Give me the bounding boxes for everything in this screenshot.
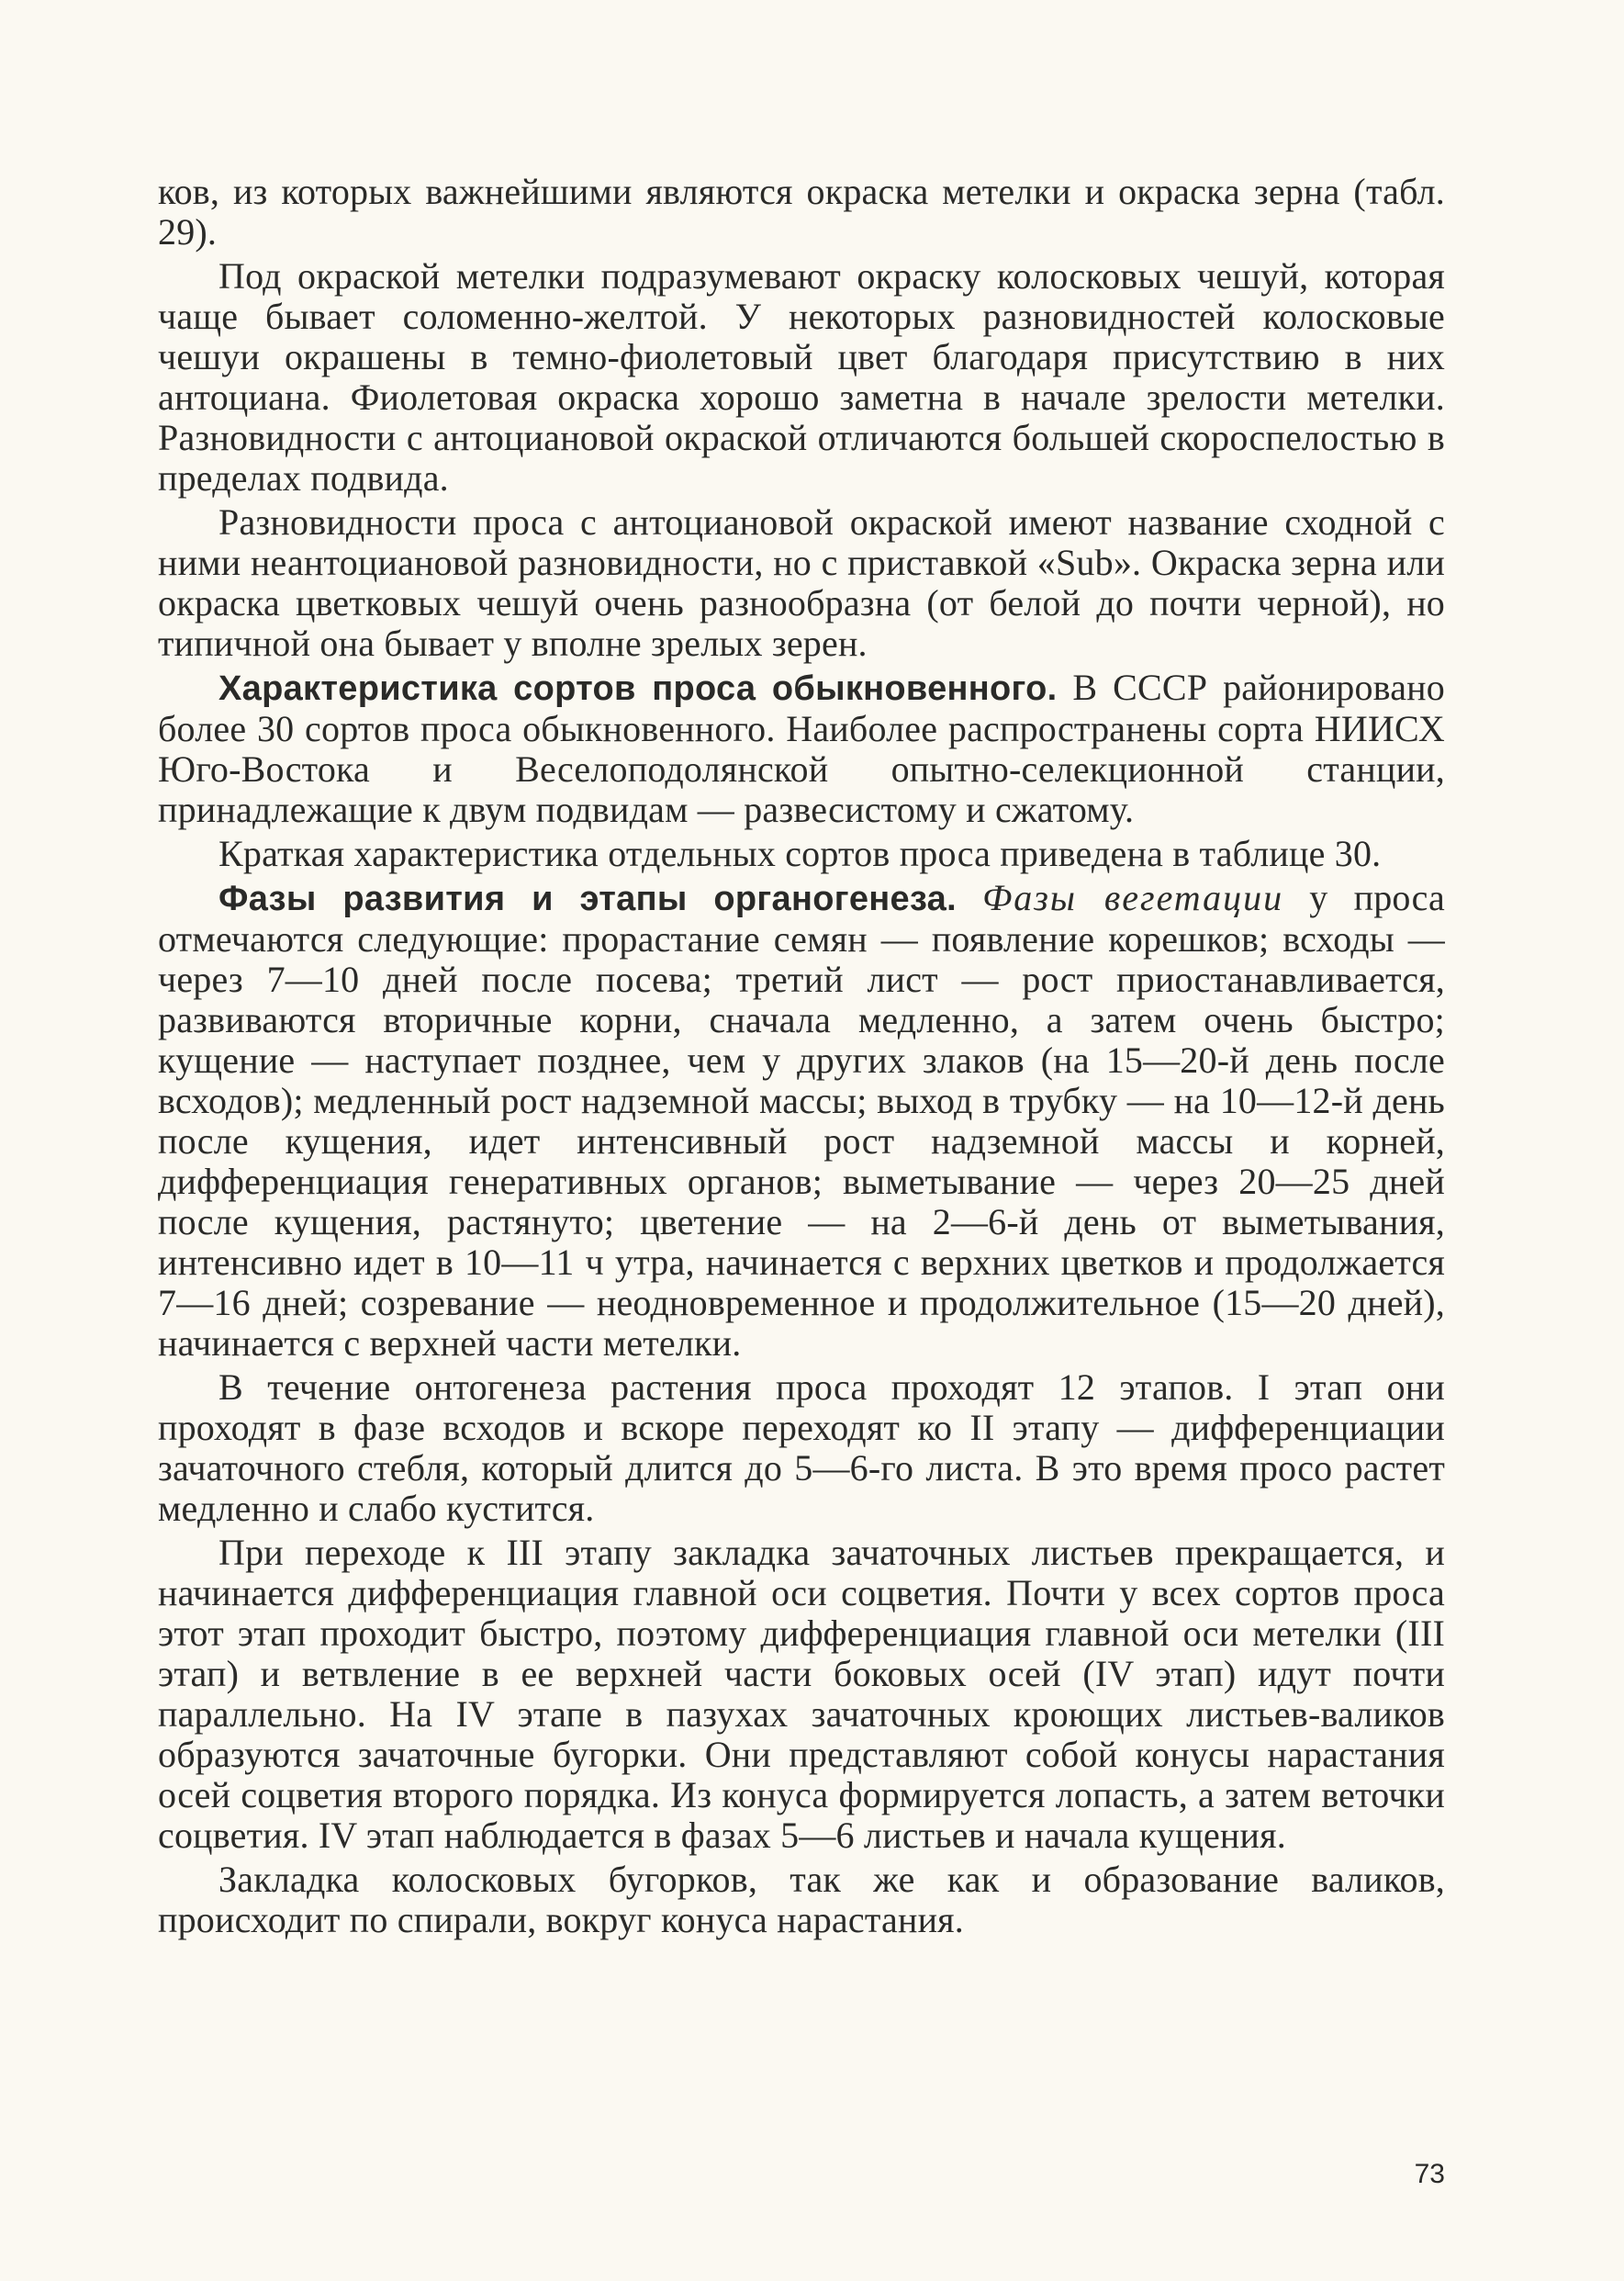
paragraph-varieties-characteristics [158, 668, 1445, 830]
paragraph-anthocyanin-varieties [158, 502, 1445, 664]
paragraph-continuation [158, 172, 1445, 253]
paragraph-text: В СССР районировано более 30 сортов проса обыкновенного. Наиболее распространены сорта НИИСХ Юго-Востока и Веселоподолянской опытно-селекционной станции, принадлежащие к двум подвидам — развесистому и сжатому. [158, 667, 1445, 830]
paragraph-text: Закладка колосковых бугорков, так же как и образование валиков, происходит по спирали, вокруг конуса нарастания. [158, 1859, 1445, 1940]
paragraph-text: ков, из которых важнейшими являются окраска метелки и окраска зерна (табл. 29). [158, 171, 1445, 253]
paragraph-development-phases [158, 878, 1445, 1364]
paragraph-spikelet-tubercles [158, 1860, 1445, 1940]
section-heading: Характеристика сортов проса обыкновенного. [218, 669, 1058, 708]
paragraph-text: При переходе к III этапу закладка зачаточных листьев прекращается, и начинается дифференциация главной оси соцветия. Почти у всех сортов проса этот этап проходит быстро, поэтому дифференциация главной оси метелки (III этап) и ветвление в ее верхней части боковых осей (IV этап) идут почти параллельно. На IV этапе в пазухах зачаточных кроющих листьев-валиков образуются зачаточные бугорки. Они представляют собой конусы нарастания осей соцветия второго порядка. Из конуса формируется лопасть, а затем веточки соцветия. IV этап наблюдается в фазах 5—6 листьев и начала кущения. [158, 1532, 1445, 1856]
paragraph-text: В течение онтогенеза растения проса проходят 12 этапов. I этап они проходят в фазе всходов и вскоре переходят ко II этапу — дифференциации зачаточного стебля, который длится до 5—6-го листа. В это время просо растет медленно и слабо кустится. [158, 1366, 1445, 1529]
paragraph-text: Краткая характеристика отдельных сортов проса приведена в таблице 30. [218, 833, 1382, 874]
paragraph-ontogenesis-stages [158, 1367, 1445, 1529]
section-heading: Фазы развития и этапы органогенеза. [218, 880, 957, 918]
page-number: 73 [1414, 2159, 1445, 2189]
italic-term: Фазы вегетации [982, 877, 1284, 918]
text-column [158, 172, 1445, 1940]
paragraph-table-reference [158, 834, 1445, 874]
paragraph-text: у проса отмечаются следующие: прорастание семян — появление корешков; всходы — через 7—10 дней после посева; третий лист — рост приостанавливается, развиваются вторичные корни, сначала медленно, а затем очень быстро; кущение — наступает позднее, чем у других злаков (на 15—20-й день после всходов); медленный рост надземной массы; выход в трубку — на 10—12-й день после кущения, идет интенсивный рост надземной массы и корней, дифференциация генеративных органов; выметывание — через 20—25 дней после кущения, растянуто; цветение — на 2—6-й день от выметывания, интенсивно идет в 10—11 ч утра, начинается с верхних цветков и продолжается 7—16 дней; созревание — неодновременное и продолжительное (15—20 дней), начинается с верхней части метелки. [158, 877, 1446, 1364]
paragraph-stage-three [158, 1533, 1445, 1856]
paragraph-text: Под окраской метелки подразумевают окраску колосковых чешуй, которая чаще бывает соломенно-желтой. У некоторых разновидностей колосковые чешуи окрашены в темно-фиолетовый цвет благодаря присутствию в них антоциана. Фиолетовая окраска хорошо заметна в начале зрелости метелки. Разновидности с антоциановой окраской отличаются большей скороспелостью в пределах подвида. [158, 255, 1445, 499]
paragraph-panicle-color [158, 256, 1445, 499]
paragraph-text: Разновидности проса с антоциановой окраской имеют название сходной с ними неантоциановой разновидности, но с приставкой «Sub». Окраска зерна или окраска цветковых чешуй очень разнообразна (от белой до почти черной), но типичной она бывает у вполне зрелых зерен. [158, 501, 1445, 664]
